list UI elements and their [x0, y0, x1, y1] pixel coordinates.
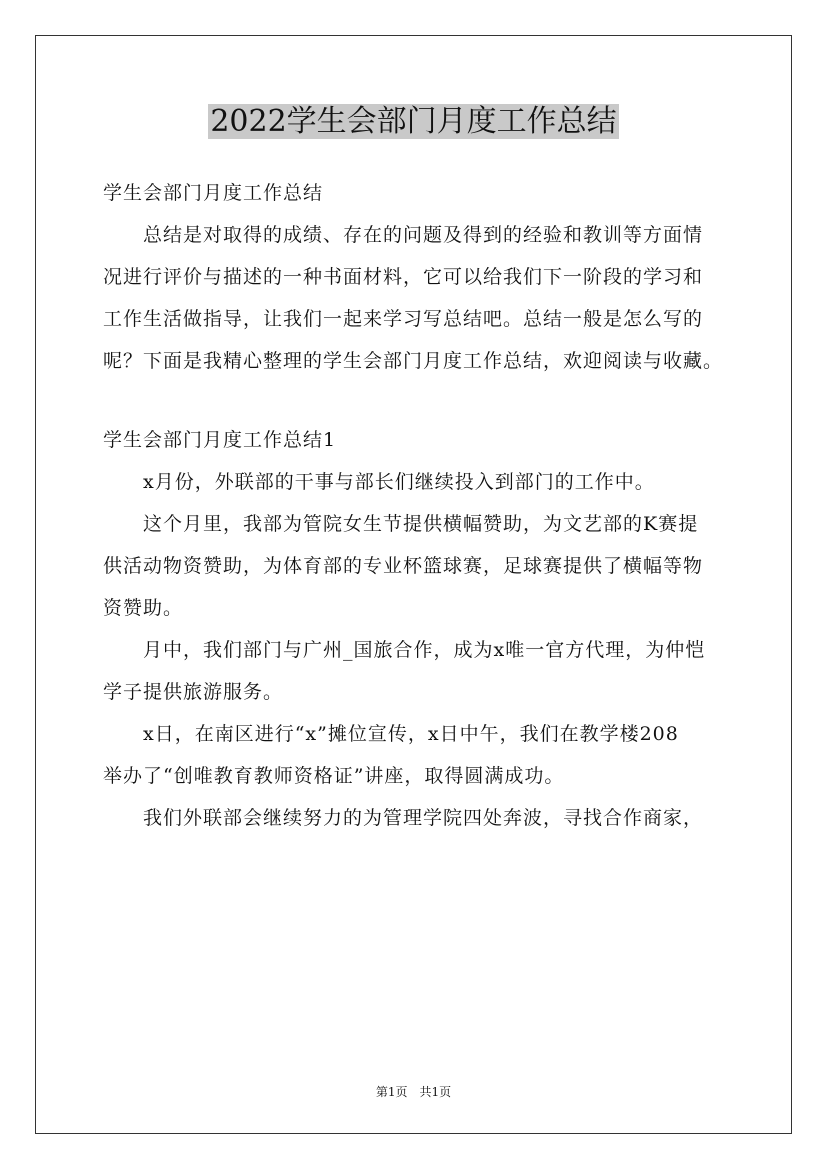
document-title-text: 2022学生会部门月度工作总结: [210, 104, 617, 139]
subtitle: 学生会部门月度工作总结: [103, 182, 324, 204]
section-heading: 学生会部门月度工作总结1: [103, 429, 337, 451]
paragraph-gap: [103, 382, 733, 419]
body-line-4: 资赞助。: [103, 597, 184, 619]
body-line-1: x月份，外联部的干事与部长们继续投入到部门的工作中。: [143, 471, 655, 493]
body-line-3: 供活动物资赞助，为体育部的专业杯篮球赛，足球赛提供了横幅等物: [103, 555, 704, 577]
intro-line-1: 总结是对取得的成绩、存在的问题及得到的经验和教训等方面情: [143, 224, 704, 246]
body-line-2: 这个月里，我部为管院女生节提供横幅赞助，为文艺部的K赛提: [143, 513, 699, 535]
body-line-9: 我们外联部会继续努力的为管理学院四处奔波，寻找合作商家，: [143, 807, 704, 829]
document-title: [0, 100, 827, 144]
page-footer: 第1页 共1页: [375, 1085, 452, 1099]
body-line-8: 举办了“创唯教育教师资格证”讲座，取得圆满成功。: [103, 765, 565, 787]
intro-line-4: 呢？下面是我精心整理的学生会部门月度工作总结，欢迎阅读与收藏。: [103, 350, 724, 372]
intro-line-2: 况进行评价与描述的一种书面材料，它可以给我们下一阶段的学习和: [103, 266, 704, 288]
body-line-6: 学子提供旅游服务。: [103, 681, 284, 703]
body-line-5: 月中，我们部门与广州_国旅合作，成为x唯一官方代理，为仲恺: [143, 639, 706, 661]
intro-line-3: 工作生活做指导，让我们一起来学习写总结吧。总结一般是怎么写的: [103, 308, 704, 330]
document-body: [103, 172, 733, 839]
body-line-7: x日，在南区进行“x”摊位宣传，x日中午，我们在教学楼208: [143, 723, 679, 745]
